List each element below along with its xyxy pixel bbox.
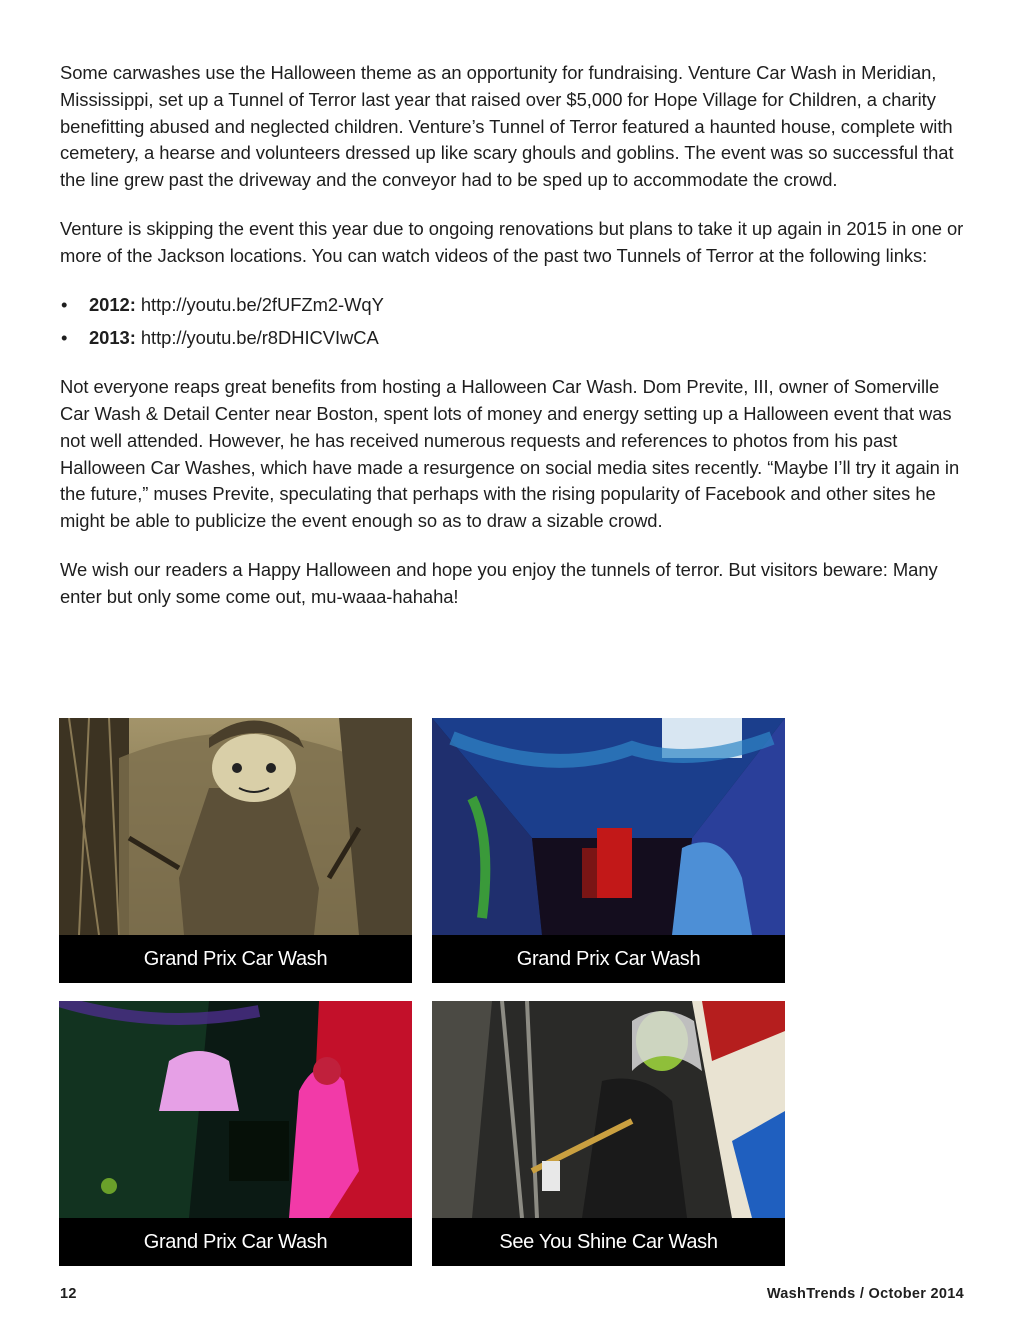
photo-card xyxy=(432,718,785,983)
paragraph: Some carwashes use the Halloween theme as an opportunity for fundraising. Venture Car Wash in Meridian, Mississippi, set up a Tunnel of Terror last year that raised over $5,000 for Hope Village for Children, a charity benefitting abused and neglected children. Venture’s Tunnel of Terror featured a haunted house, complete with cemetery, a hearse and volunteers dressed up like scary ghouls and goblins. The event was so successful that the line grew past the driveway and the conveyor had to be sped up to accommodate the crowd. xyxy=(60,62,954,191)
video-link[interactable]: http://youtu.be/2fUFZm2-WqY xyxy=(140,293,384,315)
photo-card xyxy=(59,718,412,983)
photo-caption: Grand Prix Car Wash xyxy=(432,935,785,983)
paragraph: Not everyone reaps great benefits from hosting a Halloween Car Wash. Dom Previte, III, owner of Somerville Car Wash & Detail Center near Boston, spent lots of money and energy setting up a Halloween event that was not well attended. However, he has received numerous requests and references to photos from his past Halloween Car Washes, which have made a resurgence on social media sites recently. “Maybe I’ll try it again in the future,” muses Previte, speculating that perhaps with the rising popularity of Facebook and other sites he might be able to publicize the event enough so as to draw a sizable crowd. xyxy=(60,376,960,532)
video-link[interactable]: http://youtu.be/r8DHICVIwCA xyxy=(140,327,379,349)
list-item xyxy=(60,292,965,319)
article-body xyxy=(60,60,965,633)
photo-card xyxy=(432,1001,785,1266)
photo-image xyxy=(432,718,785,935)
video-link-list xyxy=(60,292,965,353)
photo-image xyxy=(432,1001,785,1218)
photo-caption: Grand Prix Car Wash xyxy=(59,935,412,983)
paragraph: We wish our readers a Happy Halloween and hope you enjoy the tunnels of terror. But visitors beware: Many enter but only some come out, mu-waaa-hahaha! xyxy=(60,558,938,607)
photo-caption: Grand Prix Car Wash xyxy=(59,1218,412,1266)
photo-image xyxy=(59,718,412,935)
link-year: 2013: xyxy=(89,327,136,349)
list-item xyxy=(60,325,965,352)
publication-footer: WashTrends / October 2014 xyxy=(766,1286,964,1302)
photo-image xyxy=(59,1001,412,1218)
photo-card xyxy=(59,1001,412,1266)
link-year: 2012: xyxy=(89,293,136,315)
paragraph: Venture is skipping the event this year due to ongoing renovations but plans to take it up again in 2015 in one or more of the Jackson locations. You can watch videos of the past two Tunnels of Terror at the following links: xyxy=(60,217,964,266)
photo-caption: See You Shine Car Wash xyxy=(432,1218,785,1266)
page-number: 12 xyxy=(60,1286,77,1302)
